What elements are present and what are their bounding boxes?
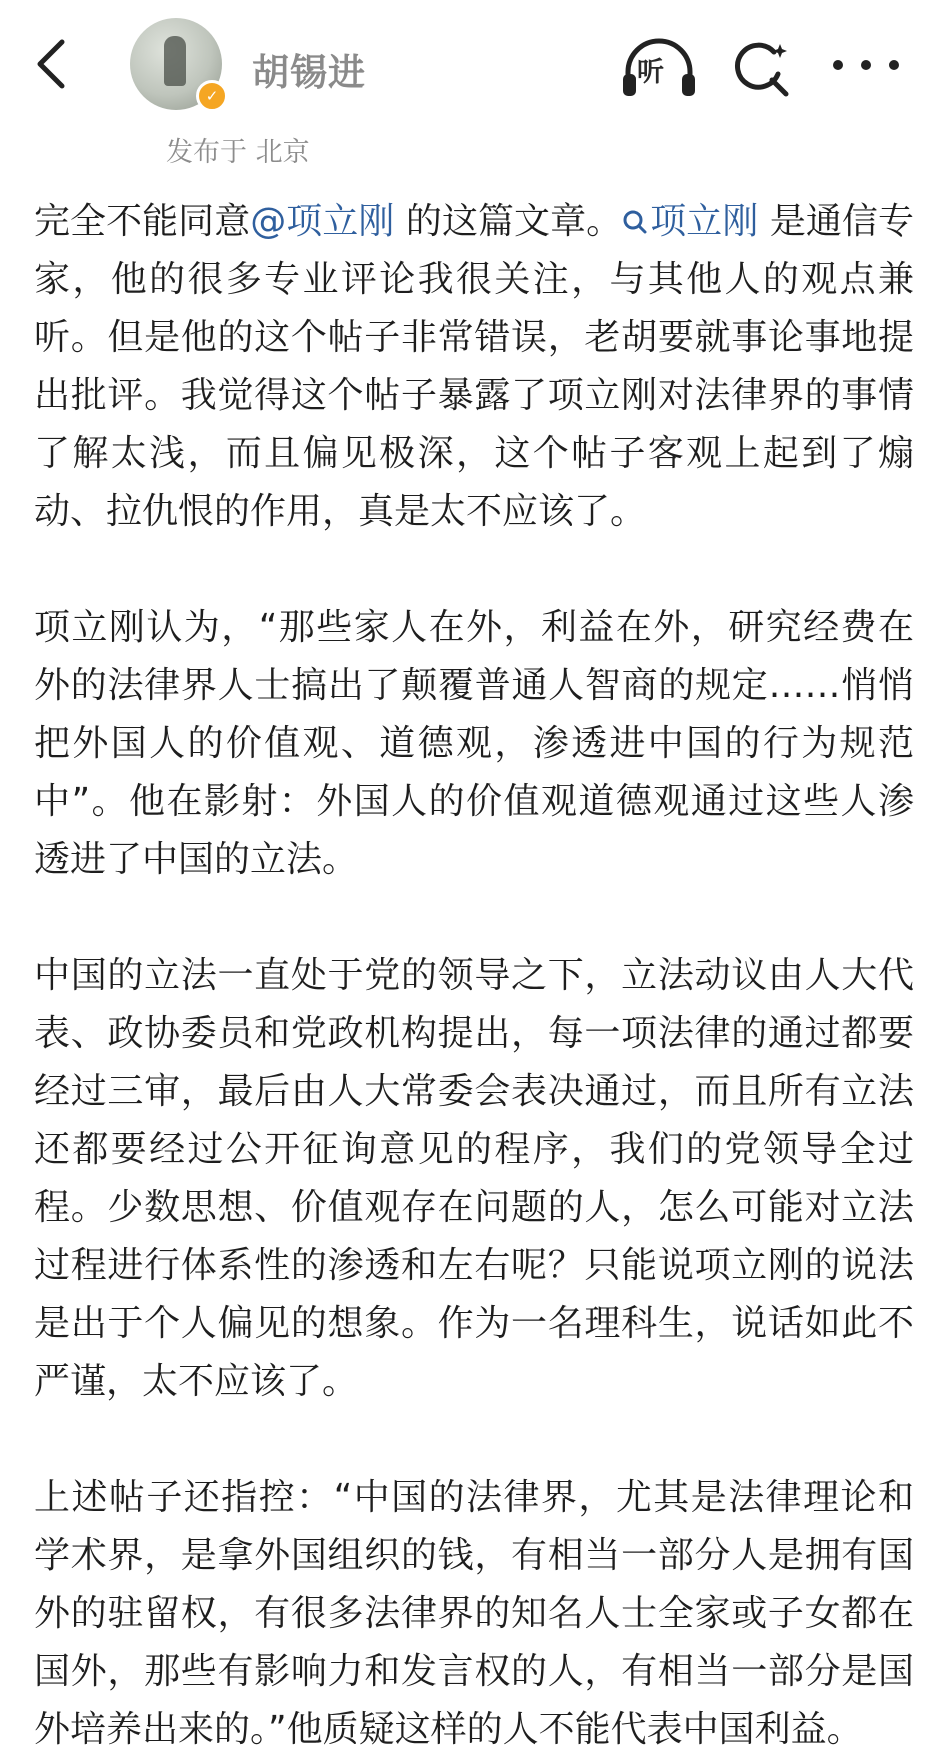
avatar[interactable] — [130, 18, 222, 110]
post-paragraph-2: 项立刚认为，“那些家人在外，利益在外，研究经费在外的法律界人士搞出了颠覆普通人智商的规定……悄悄把外国人的价值观、道德观，渗透进中国的行为规范中”。他在影射：外国人的价值观道德观通过这些人渗透进了中国的立法。 — [34, 607, 914, 880]
mention-link[interactable]: @项立刚 — [250, 201, 395, 242]
avatar-figure — [164, 36, 186, 86]
back-button[interactable] — [30, 36, 78, 92]
post-location: 发布于 北京 — [166, 137, 310, 168]
topic-search-icon — [622, 209, 648, 235]
search-icon — [730, 38, 792, 100]
listen-button[interactable] — [620, 36, 698, 100]
top-bar — [0, 0, 927, 120]
post-paragraph-1 — [34, 193, 914, 541]
topic-label: 项立刚 — [650, 201, 759, 242]
verified-icon: ✓ — [196, 80, 228, 112]
topic-link[interactable] — [622, 201, 758, 242]
more-options-button[interactable] — [828, 50, 904, 80]
post-text: 的这篇文章。 — [394, 201, 623, 242]
search-button[interactable] — [730, 38, 792, 100]
post-paragraph-3: 中国的立法一直处于党的领导之下，立法动议由人大代表、政协委员和党政机构提出，每一项法律的通过都要经过三审，最后由人大常委会表决通过，而且所有立法还都要经过公开征询意见的程序，我们的党领导全过程。少数思想、价值观存在问题的人，怎么可能对立法过程进行体系性的渗透和左右呢？只能说项立刚的说法是出于个人偏见的想象。作为一名理科生，说话如此不严谨，太不应该了。 — [34, 955, 914, 1402]
post-content — [34, 193, 914, 1759]
post-text: 完全不能同意 — [34, 201, 251, 242]
back-arrow-icon — [30, 36, 78, 92]
listen-label: 听 — [637, 57, 664, 88]
post-paragraph-4: 上述帖子还指控：“中国的法律界，尤其是法律理论和学术界，是拿外国组织的钱，有相当一部分人是拥有国外的驻留权，有很多法律界的知名人士全家或子女都在国外，那些有影响力和发言权的人，有相当一部分是国外培养出来的。”他质疑这样的人不能代表中国利益。 — [34, 1477, 914, 1750]
username[interactable]: 胡锡进 — [252, 51, 366, 94]
more-dots-icon — [828, 50, 904, 80]
post-text: 是通信专家，他的很多专业评论我很关注，与其他人的观点兼听。但是他的这个帖子非常错误，老胡要就事论事地提出批评。我觉得这个帖子暴露了项立刚对法律界的事情了解太浅，而且偏见极深，这个帖子客观上起到了煽动、拉仇恨的作用，真是太不应该了。 — [34, 201, 914, 532]
